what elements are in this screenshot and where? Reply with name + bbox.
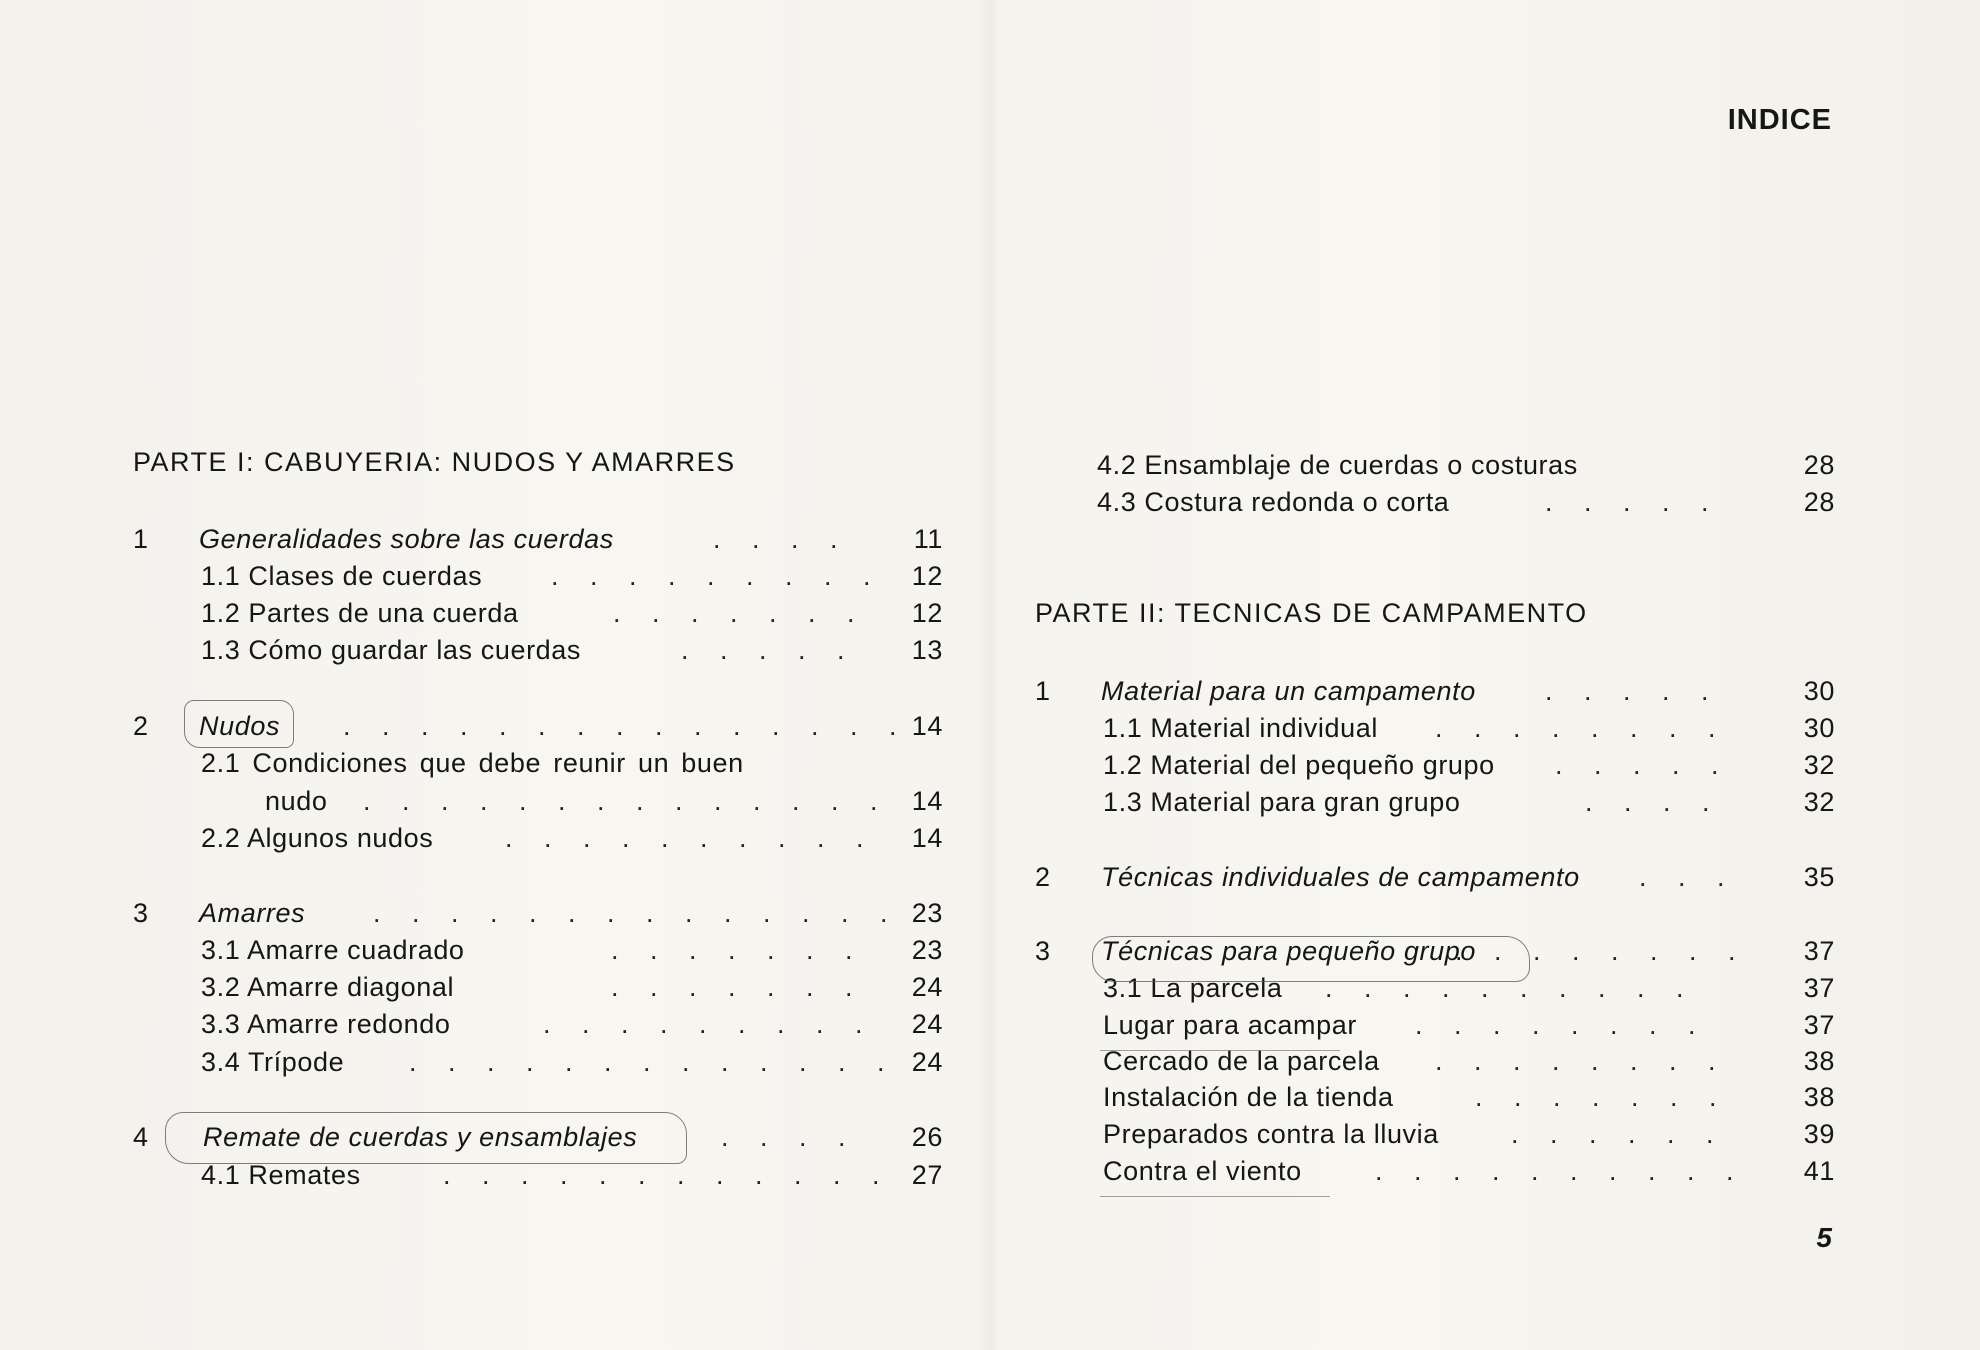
toc-row (1035, 1043, 1835, 1080)
part-two-title: PARTE II: TECNICAS DE CAMPAMENTO (1035, 598, 1588, 628)
toc-row-number: 1 (133, 524, 149, 554)
toc-row-title: Técnicas para pequeño grupo (1101, 936, 1476, 966)
toc-row-page: 38 (1803, 1082, 1835, 1112)
toc-row-page: 23 (911, 935, 943, 965)
toc-row-page: 28 (1803, 450, 1835, 480)
pencil-underline-mark (1100, 1196, 1330, 1197)
toc-row-number: 3 (1035, 936, 1051, 966)
toc-row-page: 38 (1803, 1046, 1835, 1076)
toc-row (1035, 1116, 1835, 1153)
toc-row-title: 1.1 Clases de cuerdas (201, 561, 483, 591)
toc-row (1035, 484, 1835, 521)
toc-row (1035, 1153, 1835, 1190)
toc-row-page: 27 (911, 1160, 943, 1190)
toc-row-title: 3.2 Amarre diagonal (201, 972, 455, 1002)
toc-row-title: Remate de cuerdas y ensamblajes (203, 1122, 638, 1152)
toc-row-title: 4.2 Ensamblaje de cuerdas o costuras (1097, 450, 1578, 480)
leader-dots: . . . . (713, 524, 850, 554)
toc-row-number: 1 (1035, 676, 1051, 706)
leader-dots: . . . . . . . (611, 972, 865, 1002)
toc-row-page: 24 (911, 1047, 943, 1077)
toc-row (133, 632, 943, 669)
toc-row-page: 23 (911, 898, 943, 928)
toc-row-title: 1.2 Material del pequeño grupo (1103, 750, 1495, 780)
toc-row (133, 932, 943, 969)
toc-row-page: 32 (1803, 750, 1835, 780)
toc-row-title: 1.3 Material para gran grupo (1103, 787, 1461, 817)
leader-dots: . . . . . . . (613, 598, 867, 628)
toc-row-page: 32 (1803, 787, 1835, 817)
leader-dots: . . . (1639, 862, 1737, 892)
toc-row-page: 14 (911, 711, 943, 741)
pencil-circle-mark (1092, 936, 1530, 982)
leader-dots: . . . . (1585, 787, 1722, 817)
toc-row (1035, 1079, 1835, 1116)
toc-row-title: 1.3 Cómo guardar las cuerdas (201, 635, 581, 665)
toc-row (133, 895, 943, 932)
leader-dots: . . . . . . . . . . . . . . . (343, 711, 909, 741)
toc-row-page: 30 (1803, 713, 1835, 743)
toc-row-title: 4.3 Costura redonda o corta (1097, 487, 1450, 517)
pencil-underline-mark (1100, 1050, 1340, 1051)
toc-row-title: 1.2 Partes de una cuerda (201, 598, 519, 628)
toc-row-title: Preparados contra la lluvia (1103, 1119, 1439, 1149)
leader-dots: . . . . . . . . . . . . . . (373, 898, 900, 928)
toc-row (1035, 784, 1835, 821)
leader-dots: . . . . . . . . . (543, 1009, 875, 1039)
toc-row (1035, 747, 1835, 784)
toc-row (1035, 710, 1835, 747)
leader-dots: . . . . . . . . . . . . . . (363, 786, 890, 816)
toc-row-title: 2.2 Algunos nudos (201, 823, 434, 853)
leader-dots: . . . . . (1545, 676, 1721, 706)
toc-row-number: 4 (133, 1122, 149, 1152)
pencil-circle-mark (184, 700, 294, 748)
toc-row (133, 1044, 943, 1081)
toc-row-page: 13 (911, 635, 943, 665)
toc-row (133, 1006, 943, 1043)
toc-row-title: Amarres (199, 898, 306, 928)
leader-dots: . . . . . . . . . . (1325, 973, 1696, 1003)
toc-row-page: 41 (1803, 1156, 1835, 1186)
toc-row-page: 14 (911, 786, 943, 816)
toc-row (133, 783, 943, 820)
toc-row-page: 24 (911, 1009, 943, 1039)
toc-row (133, 521, 943, 558)
toc-row-title: Nudos (199, 711, 281, 741)
leader-dots: . . . . . . . (1475, 1082, 1729, 1112)
leader-dots: . . . . . . . . (1455, 936, 1748, 966)
leader-dots: . . . . . . . . . . . . (443, 1160, 892, 1190)
toc-row-title: Material para un campamento (1101, 676, 1476, 706)
toc-row-title: Generalidades sobre las cuerdas (199, 524, 614, 554)
part-one-title: PARTE I: CABUYERIA: NUDOS Y AMARRES (133, 447, 736, 477)
index-heading: INDICE (1727, 104, 1832, 136)
toc-row-page: 12 (911, 598, 943, 628)
page-number: 5 (1816, 1222, 1832, 1253)
book-gutter (980, 0, 1000, 1350)
toc-row (1035, 447, 1835, 484)
leader-dots: . . . . . . (1511, 1119, 1726, 1149)
toc-row-page: 24 (911, 972, 943, 1002)
toc-row-title: Contra el viento (1103, 1156, 1302, 1186)
pencil-circle-mark (165, 1112, 687, 1164)
leader-dots: . . . . . . . . (1435, 1046, 1728, 1076)
toc-row-page: 12 (911, 561, 943, 591)
toc-row-title: 3.1 La parcela (1103, 973, 1283, 1003)
toc-row-page: 39 (1803, 1119, 1835, 1149)
toc-row-page: 26 (911, 1122, 943, 1152)
toc-row (133, 745, 943, 782)
toc-row-title: nudo (265, 786, 328, 816)
toc-row-page: 37 (1803, 973, 1835, 1003)
toc-row (1035, 859, 1835, 896)
leader-dots: . . . . . . . . (1415, 1010, 1708, 1040)
toc-row (133, 820, 943, 857)
toc-row-page: 37 (1803, 1010, 1835, 1040)
toc-row-page: 35 (1803, 862, 1835, 892)
toc-row-title: Instalación de la tienda (1103, 1082, 1394, 1112)
leader-dots: . . . . . . . . . (551, 561, 883, 591)
toc-row-number: 2 (1035, 862, 1051, 892)
toc-row-title: Técnicas individuales de campamento (1101, 862, 1580, 892)
toc-row (133, 969, 943, 1006)
toc-row-title: Lugar para acampar (1103, 1010, 1357, 1040)
toc-row-page: 14 (911, 823, 943, 853)
toc-row-page: 28 (1803, 487, 1835, 517)
toc-row (1035, 1007, 1835, 1044)
toc-row-title: 1.1 Material individual (1103, 713, 1378, 743)
toc-row-page: 11 (913, 524, 943, 554)
leader-dots: . . . . . . . . (1435, 713, 1728, 743)
leader-dots: . . . . . . . . . . (1375, 1156, 1746, 1186)
toc-row (1035, 673, 1835, 710)
toc-row-title: 2.1 Condiciones que debe reunir un buen (201, 748, 744, 778)
toc-row-title: Cercado de la parcela (1103, 1046, 1380, 1076)
toc-row-page: 37 (1803, 936, 1835, 966)
toc-row-number: 2 (133, 711, 149, 741)
toc-row (133, 595, 943, 632)
leader-dots: . . . . . (681, 635, 857, 665)
leader-dots: . . . . . (1555, 750, 1731, 780)
toc-row-title: 4.1 Remates (201, 1160, 361, 1190)
leader-dots: . . . . (721, 1122, 858, 1152)
toc-row-title: 3.1 Amarre cuadrado (201, 935, 465, 965)
leader-dots: . . . . . . . . . . . . . (409, 1047, 897, 1077)
toc-row-title: 3.4 Trípode (201, 1047, 345, 1077)
toc-row-page: 30 (1803, 676, 1835, 706)
toc-row-number: 3 (133, 898, 149, 928)
toc-row-title: 3.3 Amarre redondo (201, 1009, 451, 1039)
leader-dots: . . . . . . . (611, 935, 865, 965)
leader-dots: . . . . . . . . . . (505, 823, 876, 853)
toc-row (133, 558, 943, 595)
leader-dots: . . . . . (1545, 487, 1721, 517)
